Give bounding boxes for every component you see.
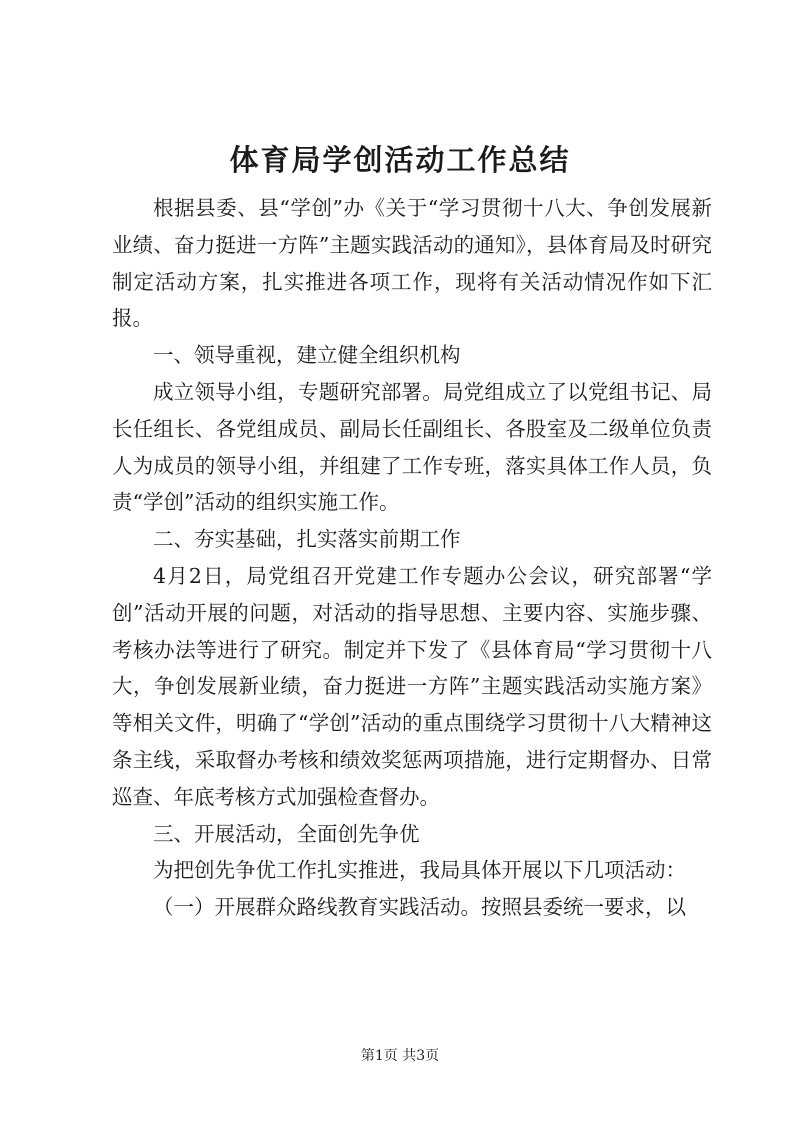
intro-paragraph: 根据县委、县“学创”办《关于“学习贯彻十八大、争创发展新业绩、奋力挺进一方阵”主题实践活动的通知》，县体育局及时研究制定活动方案，扎实推进各项工作，现将有关活动情况作如下汇报。 xyxy=(112,196,712,331)
section-3-paragraph: 为把创先争优工作扎实推进，我局具体开展以下几项活动： xyxy=(153,858,686,883)
document-title: 体育局学创活动工作总结 xyxy=(229,143,571,177)
page-footer: 第1页 共3页 xyxy=(360,1048,440,1064)
section-heading-3: 三、开展活动，全面创先争优 xyxy=(153,821,420,846)
document-body xyxy=(112,190,712,926)
section-2-paragraph: 4月2日，局党组召开党建工作专题办公会议，研究部署“学创”活动开展的问题，对活动的指导思想、主要内容、实施步骤、考核办法等进行了研究。制定并下发了《县体育局“学习贯彻十八大，争创发展新业绩，奋力挺进一方阵”主题实践活动实施方案》等相关文件，明确了“学创”活动的重点围绕学习贯彻十八大精神这条主线，采取督办考核和绩效奖惩两项措施，进行定期督办、日常巡查、年底考核方式加强检查督办。 xyxy=(112,563,712,809)
section-heading-2: 二、夯实基础，扎实落实前期工作 xyxy=(153,527,461,552)
section-1-paragraph: 成立领导小组，专题研究部署。局党组成立了以党组书记、局长任组长、各党组成员、副局长任副组长、各股室及二级单位负责人为成员的领导小组，并组建了工作专班，落实具体工作人员，负责“学创”活动的组织实施工作。 xyxy=(112,379,712,515)
section-3-item-1: （一）开展群众路线教育实践活动。按照县委统一要求，以 xyxy=(153,895,686,920)
section-heading-1: 一、领导重视，建立健全组织机构 xyxy=(153,343,461,368)
